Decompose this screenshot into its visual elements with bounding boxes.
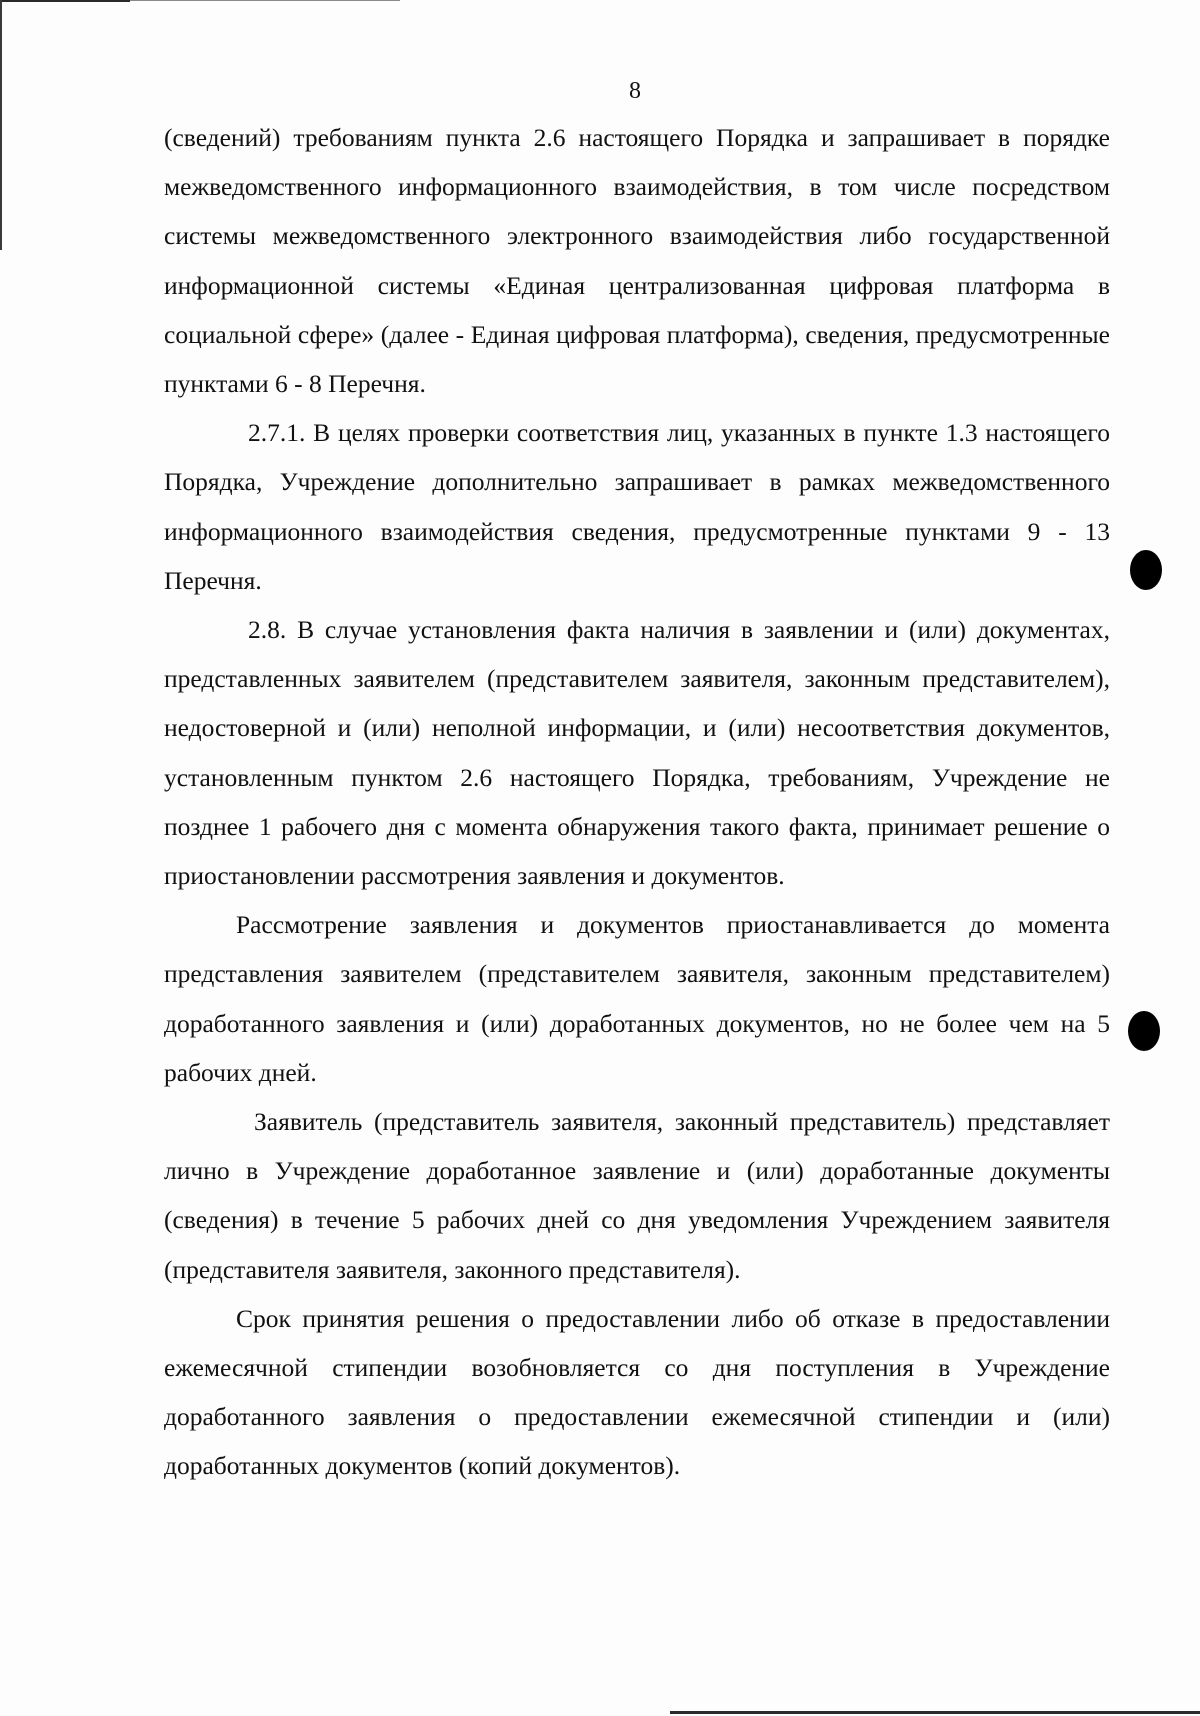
text-line: стипендии и (или) доработанных документов (копий документов). (164, 1402, 1111, 1481)
text-line: Порядка, требованиям, Учреждение не позднее 1 рабочего дня с момента (164, 762, 1110, 841)
text-line: представления заявителем (представителем заявителя, законным (164, 959, 912, 989)
text-line: посредством системы межведомственного электронного взаимодействия (164, 172, 1111, 251)
text-line: Срок принятия решения о предоставлении либо об отказе в (236, 1303, 925, 1333)
text-line: предусмотренные пунктами 9 - 13 Перечня. (164, 516, 1110, 595)
paragraph-2-7-1 (164, 408, 1110, 605)
text-line: но не более чем на 5 рабочих дней. (164, 1008, 1111, 1087)
paragraph-decision-term (164, 1294, 1110, 1491)
text-line: представляет лично в Учреждение доработанное заявление и (или) (164, 1107, 1111, 1186)
text-line: настоящего Порядка, Учреждение дополнительно запрашивает в рамках (164, 418, 1111, 497)
text-line: цифровая платформа в социальной сфере» (далее - Единая цифровая (164, 270, 1111, 349)
scan-edge-bottom (670, 1711, 1200, 1714)
scan-edge-top-faint (130, 0, 400, 1)
text-line: 2.8. В случае установления факта наличия в заявлении и (или) (248, 615, 966, 645)
text-line: 2.7.1. В целях проверки соответствия лиц, указанных в пункте 1.3 (248, 418, 978, 448)
page-number: 8 (629, 78, 641, 104)
text-line: порядке межведомственного информационного взаимодействия, в том числе (164, 123, 1110, 202)
paragraph-suspension (164, 900, 1110, 1097)
document-body (164, 113, 1110, 1491)
paragraph-continuation (164, 113, 1110, 408)
text-line: уведомления Учреждением заявителя (представителя заявителя, законного (164, 1205, 1111, 1284)
text-line: предоставлении ежемесячной стипендии возобновляется со дня поступления (164, 1303, 1110, 1383)
text-line: (сведений) требованиям пункта 2.6 настоящего Порядка и запрашивает в (164, 123, 1011, 152)
text-line: либо государственной информационной системы «Единая централизованная (164, 221, 1110, 300)
scan-edge-left (0, 0, 2, 250)
text-line: законным представителем), недостоверной и (или) неполной информации, и (164, 664, 1110, 743)
text-line: представителя). (568, 1254, 741, 1284)
text-line: в Учреждение доработанного заявления о предоставлении ежемесячной (164, 1353, 1110, 1432)
text-line: платформа), сведения, предусмотренные пунктами 6 - 8 Перечня. (164, 319, 1110, 399)
paragraph-applicant (164, 1097, 1110, 1294)
text-line: обнаружения такого факта, принимает решение о приостановлении (164, 811, 1110, 891)
text-line: межведомственного информационного взаимодействия сведения, (164, 467, 1111, 546)
text-line: Заявитель (представитель заявителя, законный представитель) (254, 1107, 956, 1137)
text-line: доработанные документы (сведения) в течение 5 рабочих дней со дня (164, 1156, 1111, 1235)
paragraph-2-8 (164, 605, 1110, 900)
scan-edge-top (0, 0, 130, 2)
punch-hole-mark-upper (1130, 550, 1162, 590)
text-line: документах, представленных заявителем (представителем заявителя, (164, 615, 1110, 694)
punch-hole-mark-lower (1128, 1011, 1160, 1051)
text-line: представителем) доработанного заявления и (или) доработанных документов, (164, 959, 1110, 1038)
text-line: Рассмотрение заявления и документов приостанавливается до момента (236, 910, 1110, 940)
text-line: (или) несоответствия документов, установленным пунктом 2.6 настоящего (164, 713, 1110, 792)
text-line: рассмотрения заявления и документов. (360, 861, 785, 891)
